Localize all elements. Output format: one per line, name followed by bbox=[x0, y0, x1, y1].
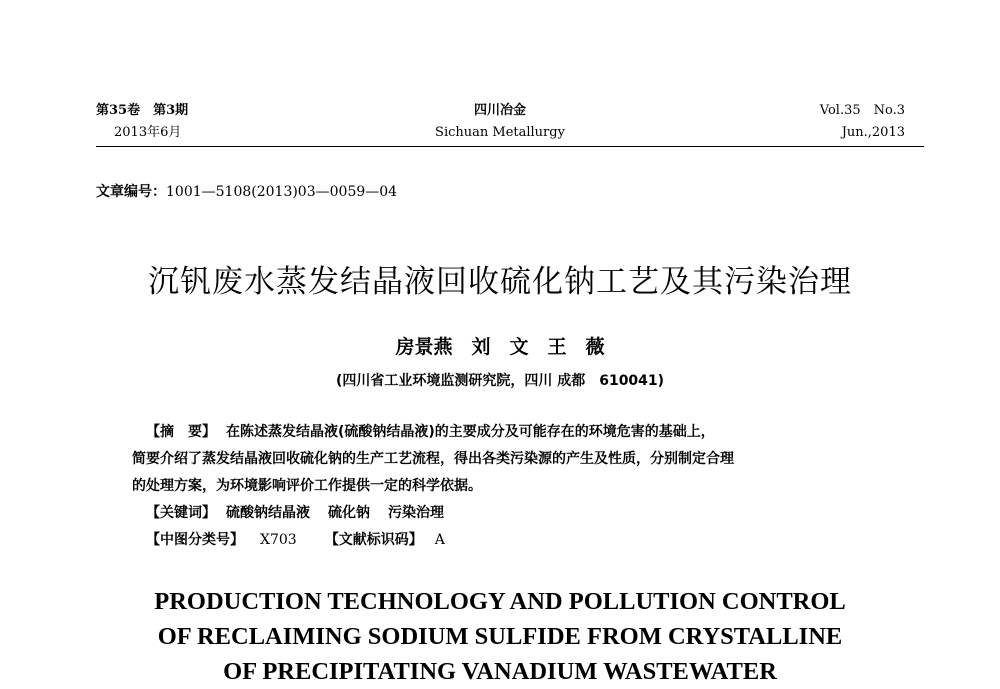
journal-en: Sichuan Metallurgy bbox=[435, 125, 565, 140]
author-affiliation: (四川省工业环境监测研究院，四川 成都 610041) bbox=[335, 373, 665, 389]
title-en-line-1: PRODUCTION TECHNOLOGY AND POLLUTION CONTROL bbox=[154, 588, 846, 615]
header-volume-info bbox=[820, 100, 905, 144]
abstract-block bbox=[132, 419, 892, 554]
keywords-line bbox=[132, 500, 892, 527]
article-number-value: 1001—5108(2013)03—0059—04 bbox=[166, 184, 398, 200]
doc-code-label: 【文献标识码】 bbox=[324, 532, 423, 548]
volume-en: Vol.35 No.3 bbox=[819, 103, 905, 118]
article-number-label: 文章编号： bbox=[96, 184, 166, 200]
date-en: Jun.,2013 bbox=[841, 125, 905, 140]
title-en-line-3: OF PRECIPITATING VANADIUM WASTEWATER bbox=[223, 658, 777, 685]
keywords-label: 【关键词】 bbox=[146, 505, 216, 521]
abstract-text-2: 简要介绍了蒸发结晶液回收硫化钠的生产工艺流程，得出各类污染源的产生及性质，分别制定合理 bbox=[132, 451, 734, 467]
abstract-line-1 bbox=[132, 419, 892, 446]
article-title-en bbox=[0, 584, 1000, 689]
title-en-line-2: OF RECLAIMING SODIUM SULFIDE FROM CRYSTALLINE bbox=[157, 623, 843, 650]
date-cn: 2013年6月 bbox=[114, 125, 182, 140]
article-number bbox=[96, 181, 397, 201]
issue-cn: 第35卷 第3期 bbox=[96, 103, 189, 118]
abstract-line-2 bbox=[132, 446, 892, 473]
article-authors: 房景燕 刘 文 王 薇 bbox=[395, 336, 605, 358]
abstract-label: 【摘 要】 bbox=[146, 424, 216, 440]
doc-code-value: A bbox=[434, 532, 445, 548]
keyword-item: 污染治理 bbox=[388, 505, 444, 521]
classification-line bbox=[132, 527, 892, 554]
article-title-cn: 沉钒废水蒸发结晶液回收硫化钠工艺及其污染治理 bbox=[148, 264, 852, 300]
keyword-item: 硫化钠 bbox=[328, 505, 370, 521]
keyword-item: 硫酸钠结晶液 bbox=[226, 505, 310, 521]
journal-cn: 四川冶金 bbox=[473, 103, 526, 118]
header-rule bbox=[96, 146, 924, 147]
clc-value: X703 bbox=[260, 532, 297, 548]
clc-label: 【中图分类号】 bbox=[146, 532, 244, 548]
abstract-line-3 bbox=[132, 473, 892, 500]
abstract-text-1: 在陈述蒸发结晶液(硫酸钠结晶液)的主要成分及可能存在的环境危害的基础上， bbox=[226, 424, 715, 440]
abstract-text-3: 的处理方案，为环境影响评价工作提供一定的科学依据。 bbox=[132, 478, 482, 494]
